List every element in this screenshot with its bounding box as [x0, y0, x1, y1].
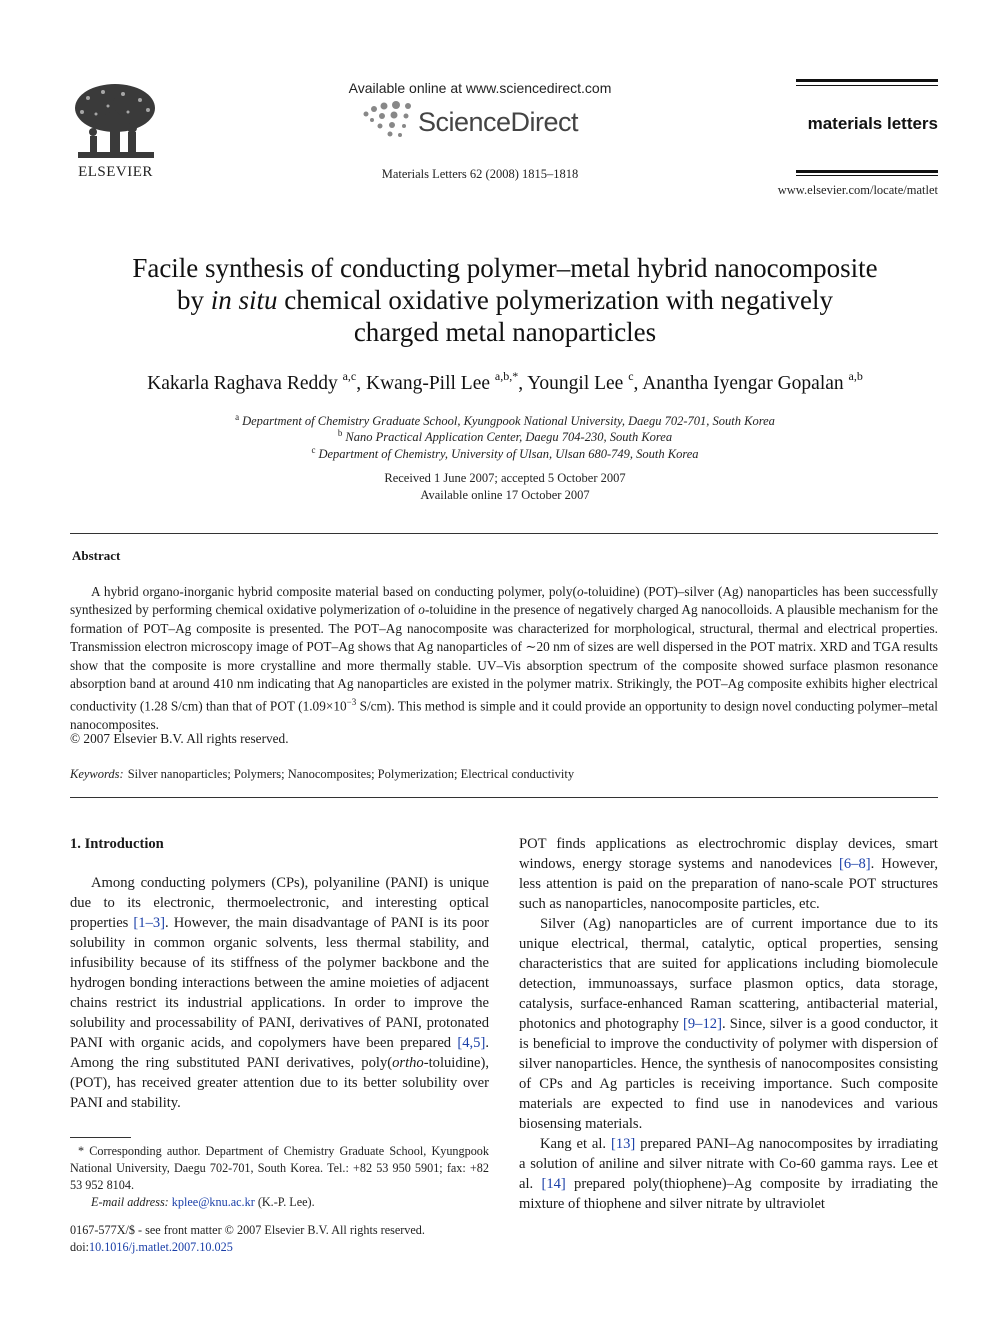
- author-name: Youngil Lee: [527, 373, 624, 394]
- elsevier-wordmark: ELSEVIER: [78, 164, 153, 180]
- author-list: Kakarla Raghava Reddy $^{a,c}$, Kwang-Pill Lee $^{a,b,*}$, Youngil Lee $^c$, Anantha Iyengar Gopalan $^{a,b}$: [147, 369, 863, 394]
- author-affil: c: [628, 369, 634, 383]
- sciencedirect-wordmark: ScienceDirect: [418, 107, 579, 137]
- citation-link[interactable]: [4,5]: [457, 1035, 486, 1051]
- journal-rule-bottom: [796, 170, 938, 173]
- footnote-star: *: [78, 1144, 85, 1158]
- footnote-rule: [70, 1137, 131, 1138]
- keywords-text: Silver nanoparticles; Polymers; Nanocomposites; Polymerization; Electrical conductivity: [127, 767, 575, 781]
- elsevier-logo: [68, 80, 163, 184]
- paragraph: Among conducting polymers (CPs), polyaniline (PANI) is unique due to its electronic, thermoelectronic, and interesting optical properties [1–3]. However, the main disadvantage of PANI is its poor solubility in common organic solvents, less thermal stability, and infusibility because of its stiffness of the polymer backbone and the hydrogen bonding interactions between the amine moieties of adjacent chains restrict its industrial applications. In order to improve the solubility and processability of PANI, derivatives of PANI, protonated PANI with organic acids, and copolymers have been prepared [4,5]. Among the ring substituted PANI derivatives, poly(ortho-toluidine), (POT), has received greater attention due to its better solubility over PANI and stability.: [70, 875, 489, 1111]
- affiliation-a: $^a$ Department of Chemistry Graduate School, Kyungpook National University, Daegu 702-701, South Korea: [235, 412, 775, 428]
- citation-link[interactable]: [9–12]: [683, 1016, 722, 1032]
- section-heading: 1. Introduction: [70, 836, 164, 852]
- sciencedirect-logo: [360, 100, 600, 144]
- abstract-copyright: © 2007 Elsevier B.V. All rights reserved.: [70, 731, 289, 746]
- journal-reference: Materials Letters 62 (2008) 1815–1818: [381, 167, 579, 181]
- paragraph: Silver (Ag) nanoparticles are of current importance due to its unique electrical, thermal, catalytic, optical properties, sensing characteristics that are suited for applications including biomolecule detection, immunoassays, surface plasmon optics, data storage, catalysis, surface-enhanced Raman scattering, antibacterial material, photonics and photography [9–12]. Since, silver is a good conductor, it is beneficial to improve the conductivity of polymer with dispersion of silver nanoparticles. Hence, the synthesis of nanocomposites consisting of CPs and Ag particles is receiving importance. Such composite materials are expected to find use in nanodevices and various biosensing materials.: [519, 916, 938, 1132]
- title-line-1: Facile synthesis of conducting polymer–metal hybrid nanocomposite: [132, 253, 878, 283]
- issn-line: 0167-577X/$ - see front matter © 2007 Elsevier B.V. All rights reserved.: [70, 1223, 425, 1237]
- author-affil: a,c: [342, 369, 357, 383]
- author-affil: a,b: [848, 369, 863, 383]
- citation-link[interactable]: [1–3]: [133, 915, 166, 931]
- title-in-situ: in situ: [210, 285, 278, 315]
- author-name: Kwang-Pill Lee: [366, 373, 491, 394]
- author-name: Kakarla Raghava Reddy: [147, 373, 338, 394]
- doi-line: doi:10.1016/j.matlet.2007.10.025: [70, 1240, 233, 1254]
- email-link[interactable]: kplee@knu.ac.kr: [171, 1195, 255, 1209]
- body-column-left: [70, 834, 489, 1113]
- journal-url[interactable]: www.elsevier.com/locate/matlet: [777, 183, 938, 197]
- article-title: [80, 252, 930, 348]
- citation-link[interactable]: [14]: [541, 1176, 566, 1192]
- title-line-3: charged metal nanoparticles: [353, 317, 657, 347]
- affiliation-c: $^c$ Department of Chemistry, University of Ulsan, Ulsan 680-749, South Korea: [311, 445, 699, 461]
- journal-name: materials letters: [807, 114, 938, 133]
- author-affil: a,b,*: [494, 369, 519, 383]
- title-line-2: by in situ chemical oxidative polymerization with negatively: [176, 285, 834, 315]
- email-label: E-mail address:: [91, 1195, 169, 1209]
- divider: [70, 533, 938, 534]
- citation-link[interactable]: [13]: [610, 1136, 636, 1152]
- abstract-heading: Abstract: [72, 548, 121, 563]
- keywords-label: Keywords:: [70, 767, 124, 781]
- citation-link[interactable]: [6–8]: [839, 856, 871, 872]
- paragraph: Kang et al. [13] prepared PANI–Ag nanocomposites by irradiating a solution of aniline and silver nitrate with Co-60 gamma rays. Lee et al. [14] prepared poly(thiophene)–Ag composite by irradiating the mixture of thiophene and silver nitrate by ultraviolet: [519, 1136, 938, 1212]
- sciencedirect-dots-icon: [360, 100, 418, 144]
- author-name: Anantha Iyengar Gopalan: [642, 373, 844, 394]
- keywords: [70, 767, 574, 782]
- paragraph: POT finds applications as electrochromic display devices, smart windows, energy storage systems and nanodevices [6–8]. However, less attention is paid on the preparation of nano-scale POT structures such as nanoparticles, nanocomposite particles, etc.: [519, 836, 938, 912]
- doi-link[interactable]: 10.1016/j.matlet.2007.10.025: [88, 1240, 233, 1254]
- corresponding-author-footnote: * Corresponding author. Department of Chemistry Graduate School, Kyungpook National University, Daegu 702-701, South Korea. Tel.: +82 53 950 5901; fax: +82 53 952 8104. E-mail address: kplee@knu.ac.kr (K.-P. Lee).: [70, 1144, 489, 1209]
- abstract-text: A hybrid organo-inorganic hybrid composite material based on conducting polymer, poly(o-toluidine) (POT)–silver (Ag) nanoparticles has been successfully synthesized by performing chemical oxidative polymerization of o-toluidine in the presence of negatively charged Ag nanocolloids. A plausible mechanism for the formation of POT–Ag composite is presented. The POT–Ag nanocomposite was characterized for morphological, structural, thermal and electrical properties. Transmission electron microscopy image of POT–Ag shows that Ag nanoparticles of ∼20 nm of sizes are well dispersed in the POT matrix. XRD and TGA results show that the composite is more crystalline and more thermally stable. UV–Vis absorption spectrum of the composite showed surface plasmon resonance absorption band at around 410 nm indicating that Ag nanoparticles are existed in the polymer matrix. Strikingly, the POT–Ag composite exhibits higher electrical conductivity (1.28 S/cm) than that of POT ($1.09\times 10^{-3}$ S/cm). This method is simple and it could provide an opportunity to design novel conducting polymer–metal nanocomposites.: [70, 584, 938, 733]
- received-dates: Received 1 June 2007; accepted 5 October 2007: [384, 471, 626, 485]
- affiliation-b: $^b$ Nano Practical Application Center, Daegu 704-230, South Korea: [337, 428, 673, 444]
- journal-rule-bottom-thin: [796, 175, 938, 176]
- divider: [70, 797, 938, 798]
- journal-rule-top-thin: [796, 85, 938, 86]
- elsevier-tree-icon: [68, 80, 163, 162]
- body-column-right: [519, 834, 938, 1214]
- available-online-text: Available online at www.sciencedirect.com: [348, 80, 612, 96]
- available-date: Available online 17 October 2007: [420, 488, 590, 502]
- journal-rule-top: [796, 79, 938, 82]
